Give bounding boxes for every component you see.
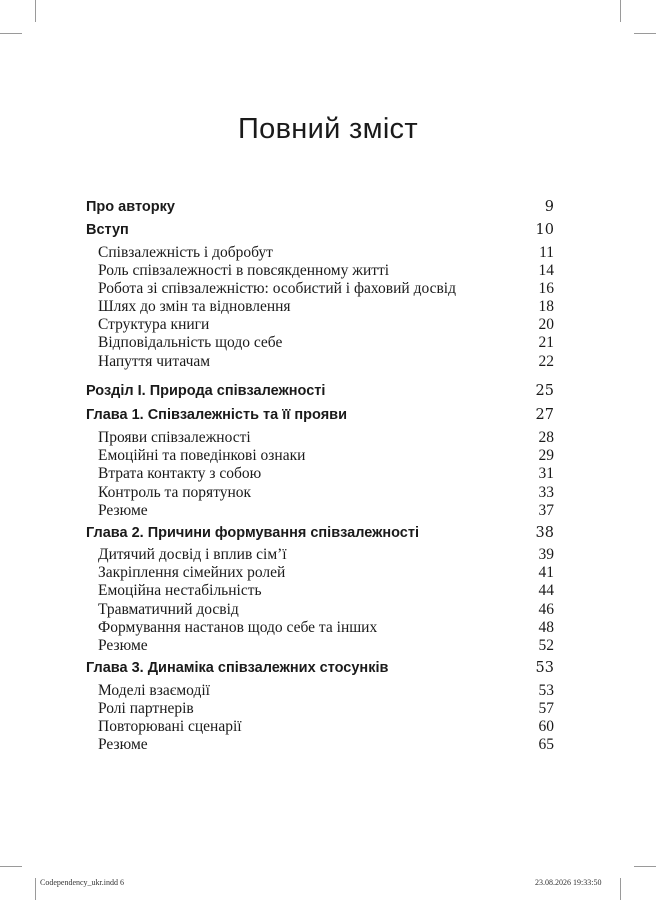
toc-entry-page: 25	[535, 383, 554, 399]
toc-entry-page: 65	[538, 736, 554, 753]
toc-entry-sub	[86, 447, 554, 467]
toc-entry-label: Формування настанов щодо себе та інших	[98, 619, 378, 636]
toc-entry-label: Контроль та порятунок	[98, 484, 252, 501]
toc-entry-sub	[86, 736, 554, 756]
toc-entry-sub	[86, 316, 554, 336]
toc-entry-label: Резюме	[98, 502, 148, 519]
crop-mark-top-left-h	[0, 33, 22, 34]
page-title: Повний зміст	[238, 113, 418, 145]
crop-mark-bottom-left	[35, 878, 36, 900]
toc-entry-page: 57	[538, 700, 554, 717]
toc-entry-label: Резюме	[98, 736, 148, 753]
toc-entry-label: Закріплення сімейних ролей	[98, 564, 286, 581]
toc-entry-page: 10	[535, 222, 554, 238]
toc-entry-main	[86, 660, 554, 680]
toc-entry-main	[86, 383, 554, 403]
toc-entry-main	[86, 222, 554, 242]
toc-entry-sub	[86, 619, 554, 639]
toc-entry-page: 39	[538, 546, 554, 563]
toc-entry-label: Роль співзалежності в повсякденному житті	[98, 262, 390, 279]
toc-entry-label: Глава 2. Причини формування співзалежності	[86, 525, 419, 541]
toc-entry-page: 22	[538, 353, 554, 370]
toc-entry-page: 31	[538, 465, 554, 482]
crop-mark-top-right-h	[634, 33, 656, 34]
toc-entry-sub	[86, 244, 554, 264]
toc-entry-sub	[86, 582, 554, 602]
toc-entry-sub	[86, 334, 554, 354]
toc-entry-page: 11	[539, 244, 554, 261]
toc-entry-label: Дитячий досвід і вплив сім’ї	[98, 546, 287, 563]
toc-entry-page: 21	[538, 334, 554, 351]
toc-entry-sub	[86, 682, 554, 702]
crop-mark-bottom-left-h	[0, 866, 22, 867]
toc-entry-label: Робота зі співзалежністю: особистий і фаховий досвід	[98, 280, 456, 297]
toc-entry-sub	[86, 637, 554, 657]
toc-entry-page: 18	[538, 298, 554, 315]
toc-entry-main	[86, 199, 554, 219]
toc-entry-label: Про авторку	[86, 199, 175, 215]
toc-entry-label: Моделі взаємодії	[98, 682, 210, 699]
toc-entry-sub	[86, 564, 554, 584]
toc-entry-label: Повторювані сценарії	[98, 718, 242, 735]
toc-entry-page: 20	[538, 316, 554, 333]
toc-entry-page: 44	[538, 582, 554, 599]
toc-entry-label: Вступ	[86, 222, 129, 238]
toc-entry-label: Глава 3. Динаміка співзалежних стосунків	[86, 660, 389, 676]
toc-entry-label: Напуття читачам	[98, 353, 211, 370]
toc-entry-label: Шлях до змін та відновлення	[98, 298, 291, 315]
toc-entry-sub	[86, 280, 554, 300]
toc-entry-label: Емоційні та поведінкові ознаки	[98, 447, 306, 464]
toc-entry-label: Втрата контакту з собою	[98, 465, 262, 482]
crop-mark-top-right	[620, 0, 621, 22]
toc-entry-sub	[86, 465, 554, 485]
toc-entry-label: Прояви співзалежності	[98, 429, 251, 446]
toc-entry-sub	[86, 262, 554, 282]
toc-entry-main	[86, 407, 554, 427]
toc-entry-page: 16	[538, 280, 554, 297]
toc-entry-page: 53	[535, 660, 554, 676]
toc-entry-sub	[86, 718, 554, 738]
toc-entry-page: 38	[535, 525, 554, 541]
toc-entry-sub	[86, 700, 554, 720]
toc-entry-page: 37	[538, 502, 554, 519]
toc-entry-page: 28	[538, 429, 554, 446]
toc-entry-sub	[86, 601, 554, 621]
toc-entry-page: 52	[538, 637, 554, 654]
toc-entry-page: 46	[538, 601, 554, 618]
toc-entry-sub	[86, 484, 554, 504]
crop-mark-top-left	[35, 0, 36, 22]
toc-entry-sub	[86, 546, 554, 566]
toc-entry-page: 41	[538, 564, 554, 581]
footer-timestamp: 23.08.2026 19:33:50	[535, 878, 602, 887]
toc-entry-page: 53	[538, 682, 554, 699]
toc-entry-page: 29	[538, 447, 554, 464]
toc-entry-label: Відповідальність щодо себе	[98, 334, 283, 351]
toc-entry-label: Ролі партнерів	[98, 700, 194, 717]
toc-entry-page: 14	[538, 262, 554, 279]
toc-entry-label: Структура книги	[98, 316, 210, 333]
toc-entry-page: 60	[538, 718, 554, 735]
toc-entry-sub	[86, 353, 554, 373]
toc-entry-sub	[86, 429, 554, 449]
toc-entry-label: Розділ І. Природа співзалежності	[86, 383, 326, 399]
toc-entry-sub	[86, 298, 554, 318]
crop-mark-bottom-right	[620, 878, 621, 900]
toc-entry-page: 9	[544, 199, 554, 215]
toc-entry-label: Травматичний досвід	[98, 601, 239, 618]
toc-entry-label: Глава 1. Співзалежність та її прояви	[86, 407, 347, 423]
toc-entry-label: Емоційна нестабільність	[98, 582, 262, 599]
toc-entry-page: 48	[538, 619, 554, 636]
toc-entry-page: 27	[535, 407, 554, 423]
crop-mark-bottom-right-h	[634, 866, 656, 867]
footer-filename: Codependency_ukr.indd 6	[40, 878, 124, 887]
toc-entry-main	[86, 525, 554, 545]
toc-entry-label: Співзалежність і добробут	[98, 244, 273, 261]
toc-entry-sub	[86, 502, 554, 522]
toc-entry-page: 33	[538, 484, 554, 501]
toc-entry-label: Резюме	[98, 637, 148, 654]
